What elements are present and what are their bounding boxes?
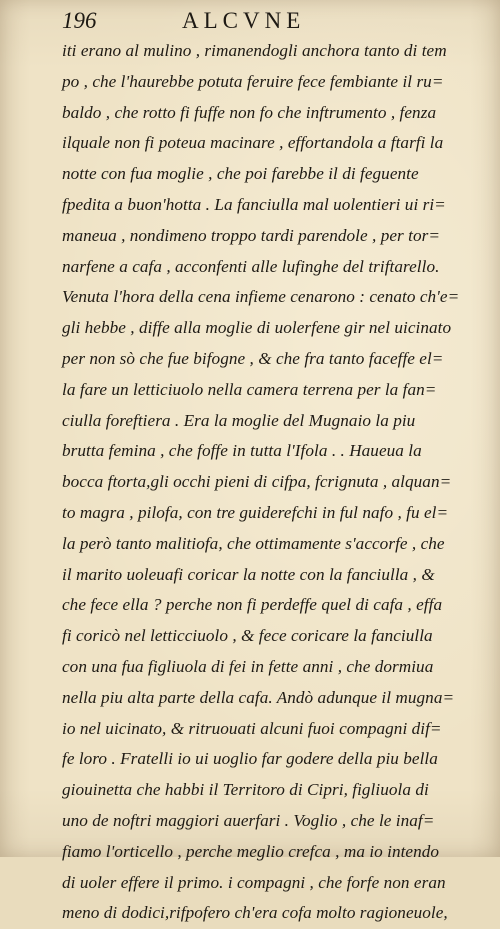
text-line: fi coricò nel letticciuolo , & fece coricare la fanciulla xyxy=(62,626,433,646)
text-line: il marito uoleuafi coricar la notte con la fanciulla , & xyxy=(62,564,435,584)
text-line: la però tanto malitiofa, che ottimamente s'accorfe , che xyxy=(62,533,445,553)
body-text xyxy=(62,36,486,929)
text-line: notte con fua moglie , che poi farebbe il di feguente xyxy=(62,164,419,184)
text-line: di uoler effere il primo. i compagni , che forfe non eran xyxy=(62,872,446,892)
running-head: ALCVNE xyxy=(182,8,306,33)
text-line: nella piu alta parte della cafa. Andò adunque il mugna= xyxy=(62,687,455,707)
text-line: ilquale non fi poteua macinare , effortandola a ftarfi la xyxy=(62,133,444,153)
text-line: to magra , pilofa, con tre guiderefchi in ful nafo , fu el= xyxy=(62,502,449,522)
text-line: maneua , nondimeno troppo tardi parendole , per tor= xyxy=(62,225,440,245)
text-line: bocca ftorta,gli occhi pieni di cifpa, fcrignuta , alquan= xyxy=(62,472,452,492)
text-line: po , che l'haurebbe potuta feruire fece fembiante il ru= xyxy=(62,71,444,91)
text-line: meno di dodici,rifpofero ch'era cofa molto ragioneuole, xyxy=(62,903,448,923)
text-line: fiamo l'orticello , perche meglio crefca , ma io intendo xyxy=(62,841,440,861)
text-line: la fare un letticiuolo nella camera terrena per la fan= xyxy=(62,379,437,399)
text-line: per non sò che fue bifogne , & che fra tanto faceffe el= xyxy=(62,348,444,368)
text-line: brutta femina , che foffe in tutta l'Ifola . . Haueua la xyxy=(62,441,422,461)
text-line: narfene a cafa , acconfenti alle lufinghe del triftarello. xyxy=(62,256,440,276)
text-line: iti erano al mulino , rimanendogli anchora tanto di tem xyxy=(62,41,447,60)
page-header xyxy=(62,4,452,40)
text-line: baldo , che rotto fi fuffe non fo che inftrumento , fenza xyxy=(62,102,437,122)
text-line: Venuta l'hora della cena infieme cenarono : cenato ch'e= xyxy=(62,287,460,307)
text-line: io nel uicinato, & ritruouati alcuni fuoi compagni dif= xyxy=(62,718,442,738)
text-line: giouinetta che habbi il Territoro di Cipri, figliuola di xyxy=(62,780,429,800)
text-line: uno de noftri maggiori auerfari . Voglio , che le inaf= xyxy=(62,810,435,830)
text-line: gli hebbe , diffe alla moglie di uolerfene gir nel uicinato xyxy=(62,318,452,338)
text-line: ciulla foreftiera . Era la moglie del Mugnaio la piu xyxy=(62,410,416,430)
text-line: fpedita a buon'hotta . La fanciulla mal uolentieri ui ri= xyxy=(62,194,446,214)
text-line: con una fua figliuola di fei in fette anni , che dormiua xyxy=(62,656,434,676)
text-line: fe loro . Fratelli io ui uoglio far godere della piu bella xyxy=(62,749,438,769)
text-line: che fece ella ? perche non fi perdeffe quel di cafa , effa xyxy=(62,595,443,615)
page-number: 196 xyxy=(62,8,97,33)
